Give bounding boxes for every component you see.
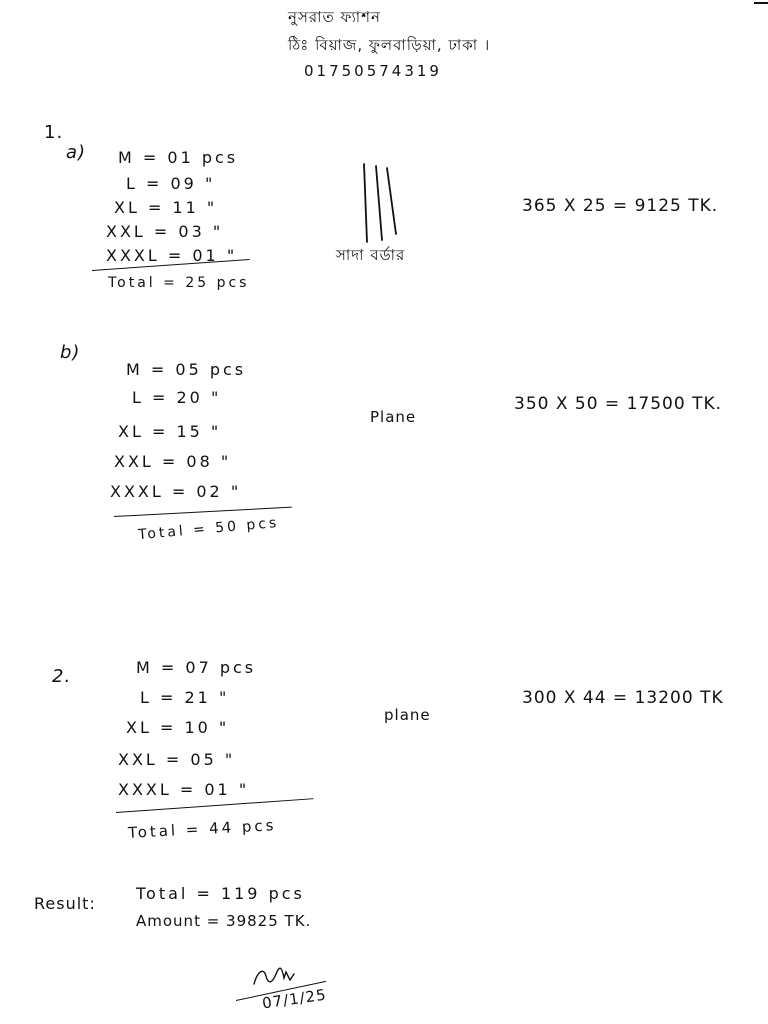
corner-mark (754, 2, 768, 4)
item-2-row-xxl: XXL = 05 " (118, 750, 236, 769)
item-a-row-xxl: XXL = 03 " (106, 222, 224, 241)
item-a-style-note: সাদা বর্ডার (336, 246, 406, 264)
item-2-row-xxxl: XXXL = 01 " (118, 780, 250, 799)
item-a-row-xl: XL = 11 " (114, 198, 218, 217)
section-2-number: 2. (52, 666, 72, 687)
result-total: Total = 119 pcs (136, 884, 305, 903)
item-b-label: b) (60, 342, 81, 363)
item-b-total: Total = 50 pcs (137, 514, 280, 544)
item-2-total-rule (116, 798, 314, 813)
item-b-row-xxxl: XXXL = 02 " (110, 482, 242, 501)
item-b-row-l: L = 20 " (132, 388, 222, 407)
shop-name: নুসরাত ফ্যাশন (288, 8, 381, 26)
signature-scribble (250, 966, 298, 988)
item-2-total: Total = 44 pcs (127, 816, 277, 842)
result-label: Result: (34, 894, 96, 913)
item-b-calculation: 350 X 50 = 17500 TK. (514, 394, 723, 414)
item-b-style-note: Plane (370, 408, 417, 426)
item-b-row-xl: XL = 15 " (118, 422, 222, 441)
item-a-calculation: 365 X 25 = 9125 TK. (522, 196, 719, 216)
item-a-row-m: M = 01 pcs (118, 148, 239, 167)
item-2-row-m: M = 07 pcs (136, 658, 257, 677)
result-amount: Amount = 39825 TK. (136, 912, 312, 930)
tally-marks (356, 160, 406, 246)
shop-address: ঠিঃ বিয়াজ, ফুলবাড়িয়া, ঢাকা । (288, 36, 491, 54)
signature-date: 07/1/25 (260, 985, 328, 1013)
item-2-row-xl: XL = 10 " (126, 718, 230, 737)
shop-phone: 01750574319 (304, 62, 442, 80)
section-1-number: 1. (44, 122, 64, 143)
item-2-style-note: plane (384, 706, 431, 724)
item-a-row-xxxl: XXXL = 01 " (106, 246, 238, 265)
item-2-row-l: L = 21 " (140, 688, 230, 707)
item-a-row-l: L = 09 " (126, 174, 216, 193)
item-a-label: a) (66, 142, 87, 163)
item-a-total: Total = 25 pcs (108, 275, 250, 291)
item-b-row-xxl: XXL = 08 " (114, 452, 232, 471)
item-b-row-m: M = 05 pcs (126, 360, 247, 379)
item-2-calculation: 300 X 44 = 13200 TK (522, 688, 724, 708)
